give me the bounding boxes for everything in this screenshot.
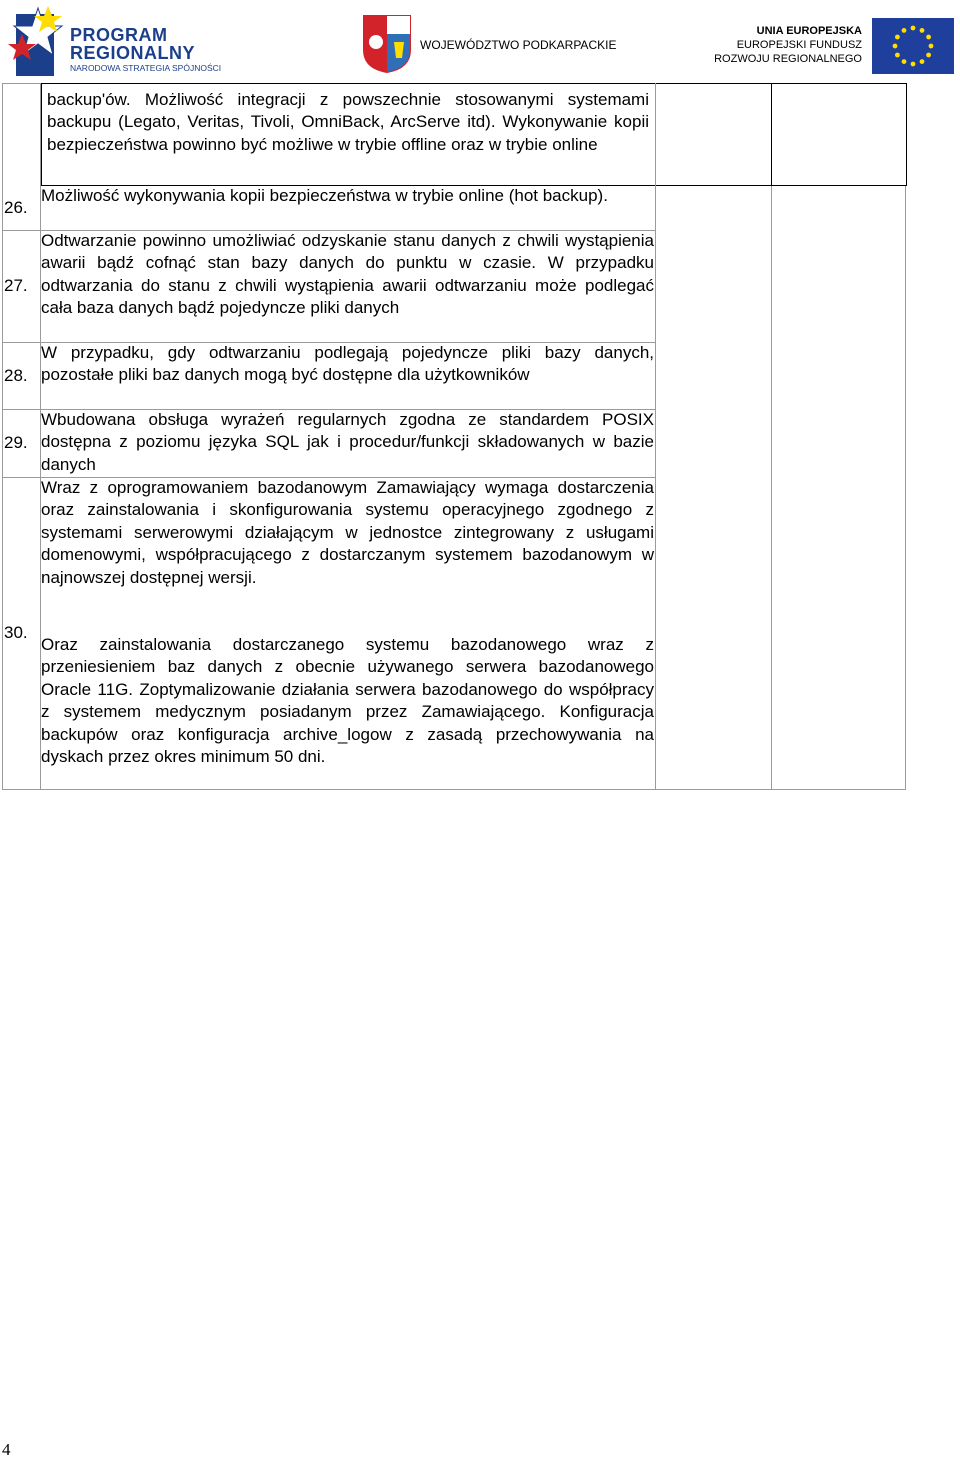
row-number: 29. [4,433,28,452]
program-subtitle: NARODOWA STRATEGIA SPÓJNOŚCI [70,63,222,73]
row-text: Możliwość wykonywania kopii bezpieczeństwa w trybie online (hot backup). [41,186,608,205]
eu-fund-line2: ROZWOJU REGIONALNEGO [714,53,862,65]
eu-title: UNIA EUROPEJSKA [756,25,862,37]
voivodeship-name: WOJEWÓDZTWO PODKARPACKIE [420,38,617,52]
continuation-cell-divider [771,83,772,186]
row-text-continued: Oraz zainstalowania dostarczanego systemu bazodanowego wraz z przeniesieniem baz danych z obecnie używanego serwera bazodanowego Oracle 11G. Zoptymalizowanie działania serwera bazodanowego do współpracy z systemem medycznym posiadanym przez Zamawiającego. Konfiguracja backupów oraz konfiguracja archive_logow z zasadą przechowywania na dyskach przez okres minimum 50 dni. [41,635,654,767]
row-text: Wbudowana obsługa wyrażeń regularnych zgodna ze standardem POSIX dostępna z poziomu języka SQL jak i procedur/funkcji składowanych w bazie danych [41,410,654,474]
voivodeship-logo [362,14,622,74]
col-line-right [905,186,906,790]
row-text: W przypadku, gdy odtwarzaniu podlegają pojedyncze pliki bazy danych, pozostałe pliki baz danych mogą być dostępne dla użytkowników [41,343,654,385]
continuation-text: backup'ów. Możliwość integracji z powszechnie stosowanymi systemami backupu (Legato, Veritas, Tivoli, OmniBack, ArcServe itd). Wykonywanie kopii bezpieczeństwa powinno być możliwe w trybie offline oraz w trybie online [47,90,649,154]
program-title-line2: REGIONALNY [70,43,196,63]
eu-flag-icon [872,18,954,74]
page-number: 4 [2,1440,11,1459]
col-line-left [2,83,3,790]
continuation-cell-divider-2 [655,83,656,186]
row-number: 27. [4,276,28,295]
row-number: 28. [4,366,28,385]
coat-of-arms-icon [362,14,412,74]
row-text: Wraz z oprogramowaniem bazodanowym Zamawiający wymaga dostarczenia oraz zainstalowania i skonfigurowania systemu operacyjnego zgodnego z systemami serwerowymi działającym w jednostce zintegrowany z usługami domenowymi, współpracującego z dostarczanym systemem bazodanowym w najnowszej dostępnej wersji. [41,478,654,587]
row-text: Odtwarzanie powinno umożliwiać odzyskanie stanu danych z chwili wystąpienia awarii bądź cofnąć stan bazy danych do punktu w czasie. W przypadku odtwarzania do stanu z chwili wystąpienia awarii odtwarzaniu może podlegać cała baza danych bądź pojedyncze pliki danych [41,231,654,318]
col-line-mid [771,186,772,790]
program-regionalny-logo [8,4,248,78]
eu-logo [714,14,958,76]
program-title-line1: PROGRAM [70,25,168,45]
table-border-top [2,83,41,84]
row-line-bottom [2,789,906,790]
program-star-icon [8,4,68,78]
document-header [0,0,960,80]
eu-fund-line1: EUROPEJSKI FUNDUSZ [736,39,862,51]
row-number: 30. [4,623,28,642]
row-number: 26. [4,198,28,217]
col-line-text [655,186,656,790]
